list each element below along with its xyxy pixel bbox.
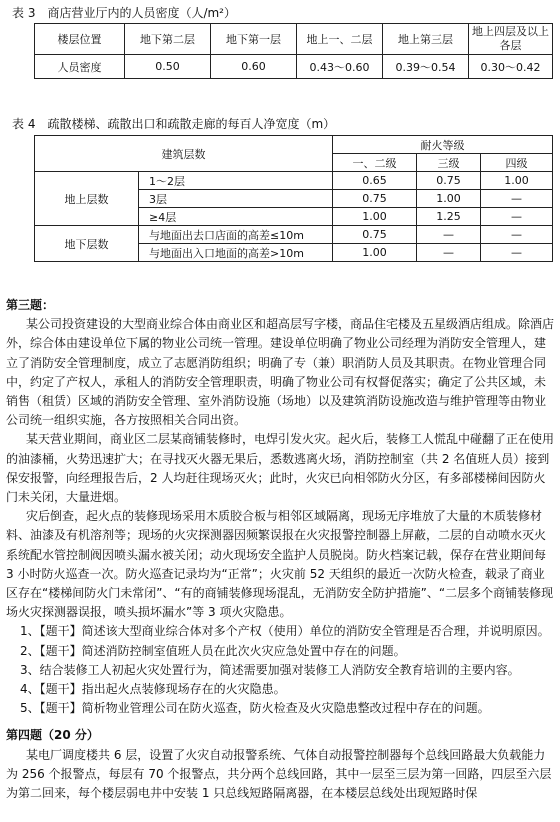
table-row — [35, 136, 553, 154]
table-cell: 与地面出去口店面的高差≤10m — [139, 226, 333, 244]
table-cell: 1～2层 — [139, 172, 333, 190]
table-cell: 0.75 — [333, 190, 417, 208]
table-cell: 与地面出入口地面的高差>10m — [139, 244, 333, 262]
question-item: 5、【题干】简析物业管理公司在防火巡查，防火检查及火灾隐患整改过程中存在的问题。 — [20, 701, 490, 716]
table-cell: 0.75 — [333, 226, 417, 244]
table-cell: 地上层数 — [35, 172, 139, 226]
table-header-cell: 一、二级 — [333, 154, 417, 172]
table-cell: ≥4层 — [139, 208, 333, 226]
table-cell: 地上四层及以上各层 — [469, 24, 553, 55]
table-cell: 1.25 — [417, 208, 481, 226]
table-header-cell: 三级 — [417, 154, 481, 172]
question-4-title: 第四题（20 分） — [6, 728, 99, 743]
table-cell: 地下层数 — [35, 226, 139, 262]
table-cell: 地上一、二层 — [297, 24, 383, 55]
table-cell: 0.75 — [417, 172, 481, 190]
paragraph: 某电厂调度楼共 6 层，设置了火灾自动报警系统、气体自动报警控制器每个总线回路最大负载能力为 256 个报警点，每层有 70 个报警点，共分两个总线回路，其中一层至三层为第一回路，四层至六层为第二回来，每个楼层弱电井中安装 1 只总线短路隔离器，在本楼层总线处出现短路时保 — [6, 747, 552, 801]
table-cell: 地下第二层 — [125, 24, 211, 55]
table-row — [35, 55, 553, 79]
table-cell: 地下第一层 — [211, 24, 297, 55]
table-header-cell: 耐火等级 — [333, 136, 553, 154]
table-cell: 0.65 — [333, 172, 417, 190]
table-cell: 0.39～0.54 — [383, 55, 469, 79]
table-4 — [34, 135, 553, 262]
paragraph: 某天营业期间，商业区二层某商铺装修时，电焊引发火灾。起火后，装修工人慌乱中碰翻了正在使用的油漆桶，火势迅速扩大；在寻找灭火器无果后，悉数逃离火场，消防控制室（共 2 名值班人员）接到保安报警，向经理报告后，2 人均赶往现场灭火；此时，火灾已向相邻防火分区，有多部楼梯间因防火门未关闭，大量进烟。 — [6, 432, 555, 505]
table-header-cell: 建筑层数 — [35, 136, 333, 172]
table-cell: — — [481, 190, 553, 208]
table-header-cell: 四级 — [481, 154, 553, 172]
table-cell: 1.00 — [333, 208, 417, 226]
table3-caption: 表 3 商店营业厅内的人员密度（人/m²） — [12, 6, 236, 20]
paragraph: 某公司投资建设的大型商业综合体由商业区和超高层写字楼，商品住宅楼及五星级酒店组成。除酒店外，综合体由建设单位下属的物业公司统一管理。建设单位明确了物业公司经理为消防安全管理人，建立了消防安全管理制度，成立了志愿消防组织；明确了专（兼）职消防人员及其职责。在物业管理合同中，约定了产权人，承租人的消防安全管理职责，明确了物业公司有权督促落实；确定了公共区域，未销售（租赁）区域的消防安全管理、室外消防设施（场地）以及建筑消防设施改造与维护管理等由物业公司统一组织实施，各方按照相关合同出资。 — [6, 317, 555, 428]
table4-caption: 表 4 疏散楼梯、疏散出口和疏散走廊的每百人净宽度（m） — [12, 117, 336, 131]
table-cell: 0.43～0.60 — [297, 55, 383, 79]
table-cell: 1.00 — [417, 190, 481, 208]
table-cell: — — [417, 226, 481, 244]
table-cell: — — [481, 208, 553, 226]
table-cell: 1.00 — [481, 172, 553, 190]
table-cell: 0.50 — [125, 55, 211, 79]
question-item: 2、【题干】简述消防控制室值班人员在此次火灾应急处置中存在的问题。 — [20, 643, 406, 658]
document-body — [6, 296, 554, 803]
table-cell: 人员密度 — [35, 55, 125, 79]
table-cell: 3层 — [139, 190, 333, 208]
paragraph: 灾后倒查，起火点的装修现场采用木质胶合板与相邻区域隔离，现场无序堆放了大量的木质装修材料、油漆及有机溶剂等；现场的火灾探测器因频繁误报在火灾报警控制器上屏蔽，二层的自动喷水灭火系统配水管控制阀因喷头漏水被关闭；动火现场安全监护人员脱岗。防火档案记载，保存在营业期间每 3 小时防火巡查一次。防火巡查记录均为“正常”；火灾前 52 天组织的最近一次防火检查，载录了商业区存在“楼梯间防火门未常闭”、“有的商铺装修现场混乱，无消防安全防护措施”、“二层多个商铺装修现场火灾探测器误报，喷头损坏漏水”等 3 项火灾隐患。 — [6, 509, 554, 620]
table-cell: — — [481, 244, 553, 262]
table-cell: — — [417, 244, 481, 262]
table-cell: 0.30～0.42 — [469, 55, 553, 79]
table-cell: 地上第三层 — [383, 24, 469, 55]
table-row — [35, 226, 553, 244]
table-row — [35, 24, 553, 55]
question-3-title: 第三题： — [6, 298, 55, 312]
table-cell: 楼层位置 — [35, 24, 125, 55]
question-item: 1、【题干】简述该大型商业综合体对多个产权（使用）单位的消防安全管理是否合理，并说明原因。 — [20, 624, 550, 639]
table-cell: 0.60 — [211, 55, 297, 79]
table-row — [35, 172, 553, 190]
question-item: 3、结合装修工人初起火灾处置行为，简述需要加强对装修工人消防安全教育培训的主要内容。 — [20, 662, 520, 677]
table-cell: 1.00 — [333, 244, 417, 262]
table-cell: — — [481, 226, 553, 244]
question-item: 4、【题干】指出起火点装修现场存在的火灾隐患。 — [20, 682, 286, 697]
table-3 — [34, 23, 553, 79]
